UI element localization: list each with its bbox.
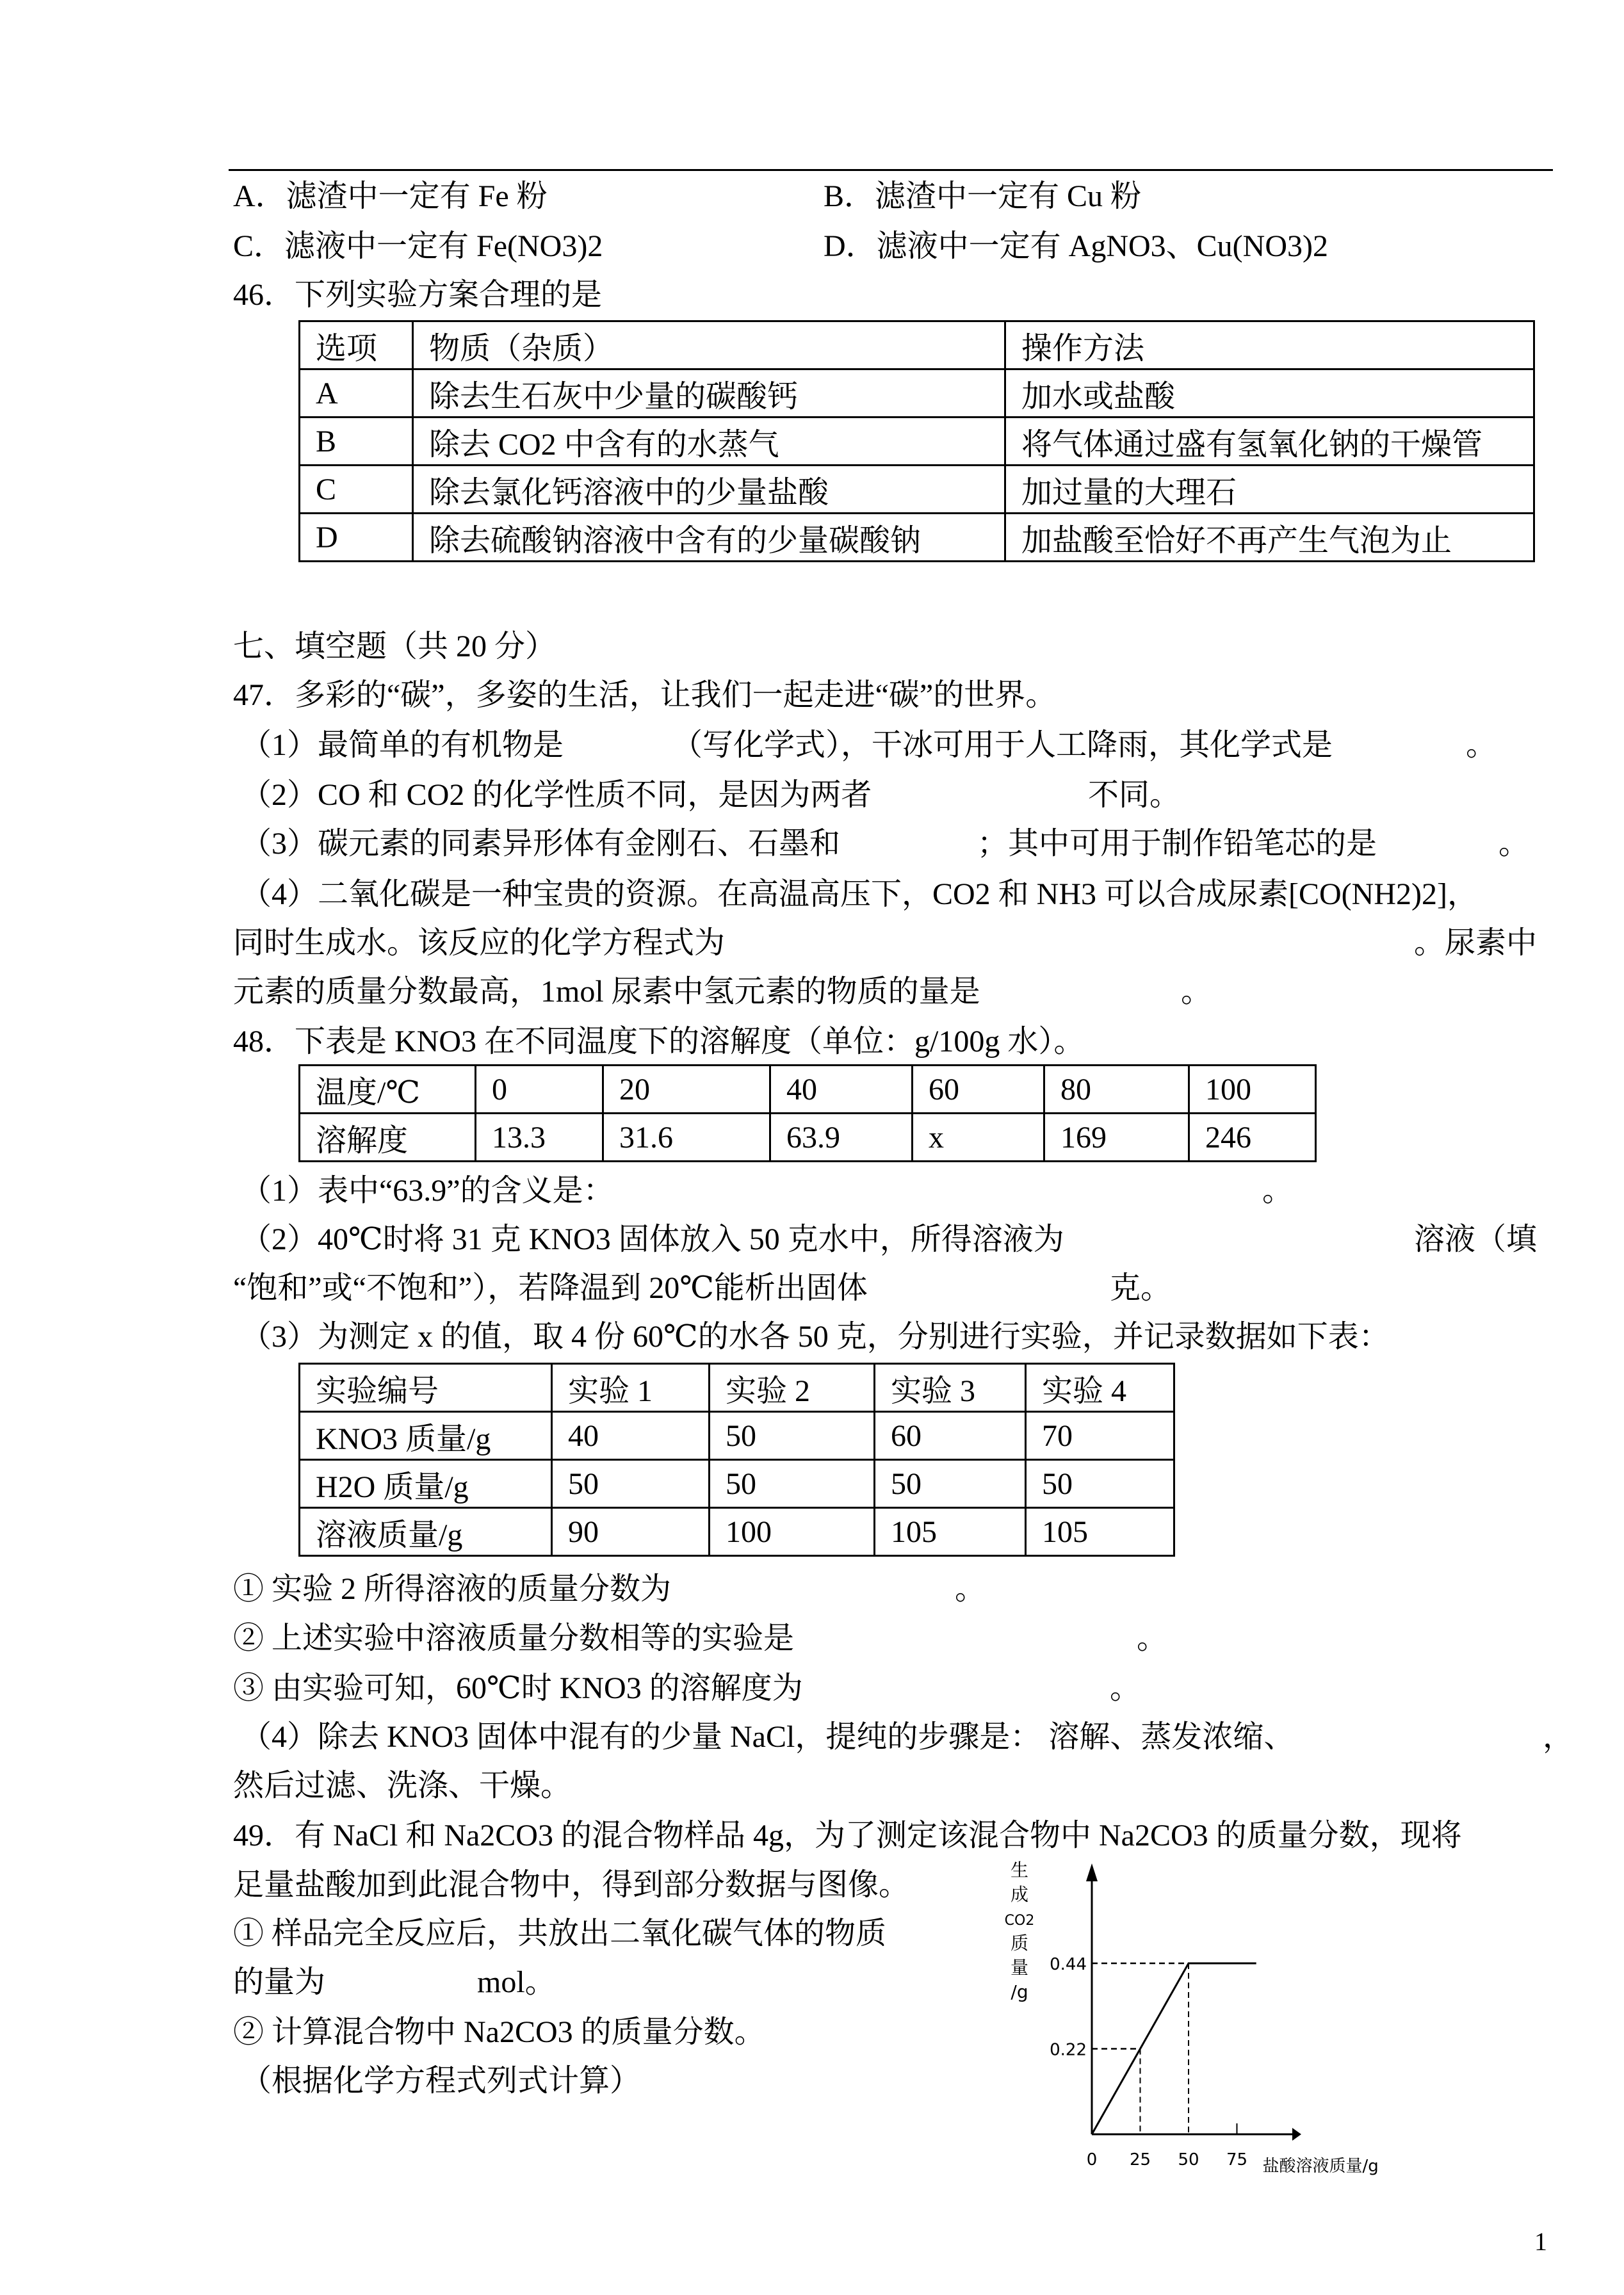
q49-text: ② 计算混合物中 Na2CO3 的质量分数。: [233, 2015, 765, 2049]
table-cell: 105: [875, 1508, 1026, 1556]
table-cell: 13.3: [476, 1114, 603, 1162]
table-cell: 溶液质量/g: [300, 1508, 552, 1556]
table-cell: KNO3 质量/g: [300, 1412, 552, 1460]
solubility-table: [298, 1064, 1317, 1162]
y-tick-label: 0.22: [1050, 2040, 1087, 2060]
q48-text: 克。: [1110, 1271, 1172, 1305]
q45-option-a: A．滤渣中一定有 Fe 粉: [233, 179, 548, 213]
table-cell: 除去氯化钙溶液中的少量盐酸: [413, 466, 1005, 514]
table-cell: 60: [875, 1412, 1026, 1460]
table-cell: 除去生石灰中少量的碳酸钙: [413, 369, 1005, 418]
table-cell: 将气体通过盛有氢氧化钠的干燥管: [1005, 418, 1534, 466]
table-cell: 50: [552, 1460, 710, 1508]
q49-stem: 49．有 NaCl 和 Na2CO3 的混合物样品 4g，为了测定该混合物中 Na2CO3 的质量分数，现将: [233, 1819, 1462, 1853]
section-heading: 七、填空题（共 20 分）: [233, 629, 556, 663]
q48-text: （2）40℃时将 31 克 KNO3 固体放入 50 克水中，所得溶液为: [241, 1222, 1064, 1256]
table-cell: A: [300, 369, 413, 418]
q47-text: 。: [1181, 975, 1212, 1009]
q48-text: “饱和”或“不饱和”），若降温到 20℃能析出固体: [233, 1271, 868, 1305]
q47-text: 元素的质量分数最高，1mol 尿素中氢元素的物质的量是: [233, 975, 980, 1009]
table-cell: 选项: [300, 321, 413, 369]
x-tick-label: 25: [1129, 2150, 1151, 2169]
table-cell: 加过量的大理石: [1005, 466, 1534, 514]
y-axis-label: 成: [1010, 1884, 1029, 1905]
table-cell: H2O 质量/g: [300, 1460, 552, 1508]
table-cell: 50: [710, 1412, 875, 1460]
table-cell: 80: [1044, 1066, 1189, 1114]
table-cell: 100: [1189, 1066, 1316, 1114]
q46-stem: 46．下列实验方案合理的是: [233, 278, 603, 312]
table-cell: 63.9: [770, 1114, 913, 1162]
table-cell: 20: [603, 1066, 770, 1114]
table-row: [300, 466, 1534, 514]
table-cell: 温度/℃: [300, 1066, 476, 1114]
table-row: [300, 1508, 1174, 1556]
q48-text: 。: [1137, 1621, 1168, 1655]
table-cell: 除去硫酸钠溶液中含有的少量碳酸钠: [413, 514, 1005, 562]
table-cell: 90: [552, 1508, 710, 1556]
q47-text: 。: [1466, 728, 1497, 762]
table-cell: 105: [1026, 1508, 1174, 1556]
table-row: [300, 418, 1534, 466]
table-cell: 实验编号: [300, 1364, 552, 1412]
q46-table: [298, 320, 1535, 562]
top-rule: [229, 169, 1553, 171]
table-cell: x: [913, 1114, 1044, 1162]
q48-text: （1）表中“63.9”的含义是：: [241, 1174, 614, 1208]
table-cell: 50: [875, 1460, 1026, 1508]
q49-stem: 足量盐酸加到此混合物中，得到部分数据与图像。: [233, 1868, 910, 1902]
q48-stem: 48．下表是 KNO3 在不同温度下的溶解度（单位：g/100g 水）。: [233, 1025, 1085, 1058]
q48-text: 然后过滤、洗涤、干燥。: [233, 1769, 572, 1803]
table-row: [300, 1066, 1316, 1114]
co2-chart: [999, 1844, 1601, 2203]
table-cell: 100: [710, 1508, 875, 1556]
table-cell: 60: [913, 1066, 1044, 1114]
experiment-table: [298, 1363, 1175, 1557]
q47-text: 不同。: [1088, 778, 1181, 812]
table-cell: 70: [1026, 1412, 1174, 1460]
q49-text: mol。: [477, 1965, 556, 1999]
table-cell: 50: [1026, 1460, 1174, 1508]
q47-text: （写化学式），干冰可用于人工降雨，其化学式是: [672, 728, 1333, 762]
table-cell: 40: [770, 1066, 913, 1114]
y-axis-label: 质: [1010, 1933, 1029, 1954]
q47-text: ；其中可用于制作铅笔芯的是: [977, 827, 1377, 861]
q48-text: ③ 由实验可知，60℃时 KNO3 的溶解度为: [233, 1671, 803, 1705]
table-row: [300, 1114, 1316, 1162]
q45-option-c: C．滤液中一定有 Fe(NO3)2: [233, 229, 603, 263]
q47-text: （3）碳元素的同素异形体有金刚石、石墨和: [241, 827, 841, 861]
x-tick-label: 0: [1086, 2150, 1098, 2169]
table-cell: 加水或盐酸: [1005, 369, 1534, 418]
q47-text: 。尿素中: [1414, 926, 1538, 960]
y-tick-label: 0.44: [1050, 1955, 1087, 1974]
q48-text: ② 上述实验中溶液质量分数相等的实验是: [233, 1621, 795, 1655]
y-axis-label: 量: [1010, 1957, 1029, 1978]
table-row: [300, 369, 1534, 418]
table-cell: B: [300, 418, 413, 466]
q47-text: （2）CO 和 CO2 的化学性质不同，是因为两者: [241, 778, 872, 812]
table-cell: 246: [1189, 1114, 1316, 1162]
x-tick-label: 75: [1226, 2150, 1248, 2169]
table-cell: C: [300, 466, 413, 514]
table-cell: 实验 3: [875, 1364, 1026, 1412]
q48-text: ，: [1543, 1720, 1574, 1754]
q49-text: 的量为: [233, 1965, 326, 1999]
q48-text: （4）除去 KNO3 固体中混有的少量 NaCl，提纯的步骤是： 溶解、蒸发浓缩、: [241, 1720, 1295, 1754]
x-axis-arrow-icon: [1292, 2128, 1301, 2141]
q47-stem: 47．多彩的“碳”，多姿的生活，让我们一起走进“碳”的世界。: [233, 678, 1057, 712]
table-row: [300, 1412, 1174, 1460]
table-row: [300, 514, 1534, 562]
x-tick-label: 50: [1178, 2150, 1199, 2169]
table-cell: 169: [1044, 1114, 1189, 1162]
q47-text: 。: [1498, 827, 1530, 861]
x-axis-label: 盐酸溶液质量/g: [1262, 2157, 1379, 2176]
y-axis-label: CO2: [1004, 1913, 1035, 1929]
table-cell: 操作方法: [1005, 321, 1534, 369]
table-row: [300, 1364, 1174, 1412]
table-cell: 实验 4: [1026, 1364, 1174, 1412]
q47-text: （4）二氧化碳是一种宝贵的资源。在高温高压下，CO2 和 NH3 可以合成尿素[CO(NH2)2]，: [241, 877, 1478, 911]
y-axis-arrow-icon: [1086, 1863, 1098, 1881]
q48-text: 。: [955, 1572, 986, 1606]
q48-text: （3）为测定 x 的值，取 4 份 60℃的水各 50 克，分别进行实验，并记录数据如下表：: [241, 1320, 1390, 1354]
q48-text: 。: [1262, 1174, 1294, 1208]
table-row: [300, 1460, 1174, 1508]
table-cell: 溶解度: [300, 1114, 476, 1162]
q48-text: ① 实验 2 所得溶液的质量分数为: [233, 1572, 672, 1606]
table-cell: 除去 CO2 中含有的水蒸气: [413, 418, 1005, 466]
table-cell: 31.6: [603, 1114, 770, 1162]
y-axis-label: 生: [1010, 1860, 1029, 1881]
page-number: 1: [1534, 2227, 1547, 2256]
q47-text: 同时生成水。该反应的化学方程式为: [233, 926, 726, 960]
q49-text: ① 样品完全反应后，共放出二氧化碳气体的物质: [233, 1917, 887, 1950]
q45-option-b: B．滤渣中一定有 Cu 粉: [824, 179, 1142, 213]
q48-text: 溶液（填: [1414, 1222, 1538, 1256]
table-cell: 加盐酸至恰好不再产生气泡为止: [1005, 514, 1534, 562]
y-axis-label: /g: [1011, 1981, 1028, 2002]
table-cell: 40: [552, 1412, 710, 1460]
table-header-row: [300, 321, 1534, 369]
table-cell: 实验 2: [710, 1364, 875, 1412]
q49-text: （根据化学方程式列式计算）: [241, 2064, 641, 2098]
q45-option-d: D．滤液中一定有 AgNO3、Cu(NO3)2: [824, 229, 1328, 263]
q48-text: 。: [1110, 1671, 1141, 1705]
table-cell: 0: [476, 1066, 603, 1114]
table-cell: 物质（杂质）: [413, 321, 1005, 369]
table-cell: 实验 1: [552, 1364, 710, 1412]
q47-text: （1）最简单的有机物是: [241, 728, 564, 762]
table-cell: 50: [710, 1460, 875, 1508]
table-cell: D: [300, 514, 413, 562]
